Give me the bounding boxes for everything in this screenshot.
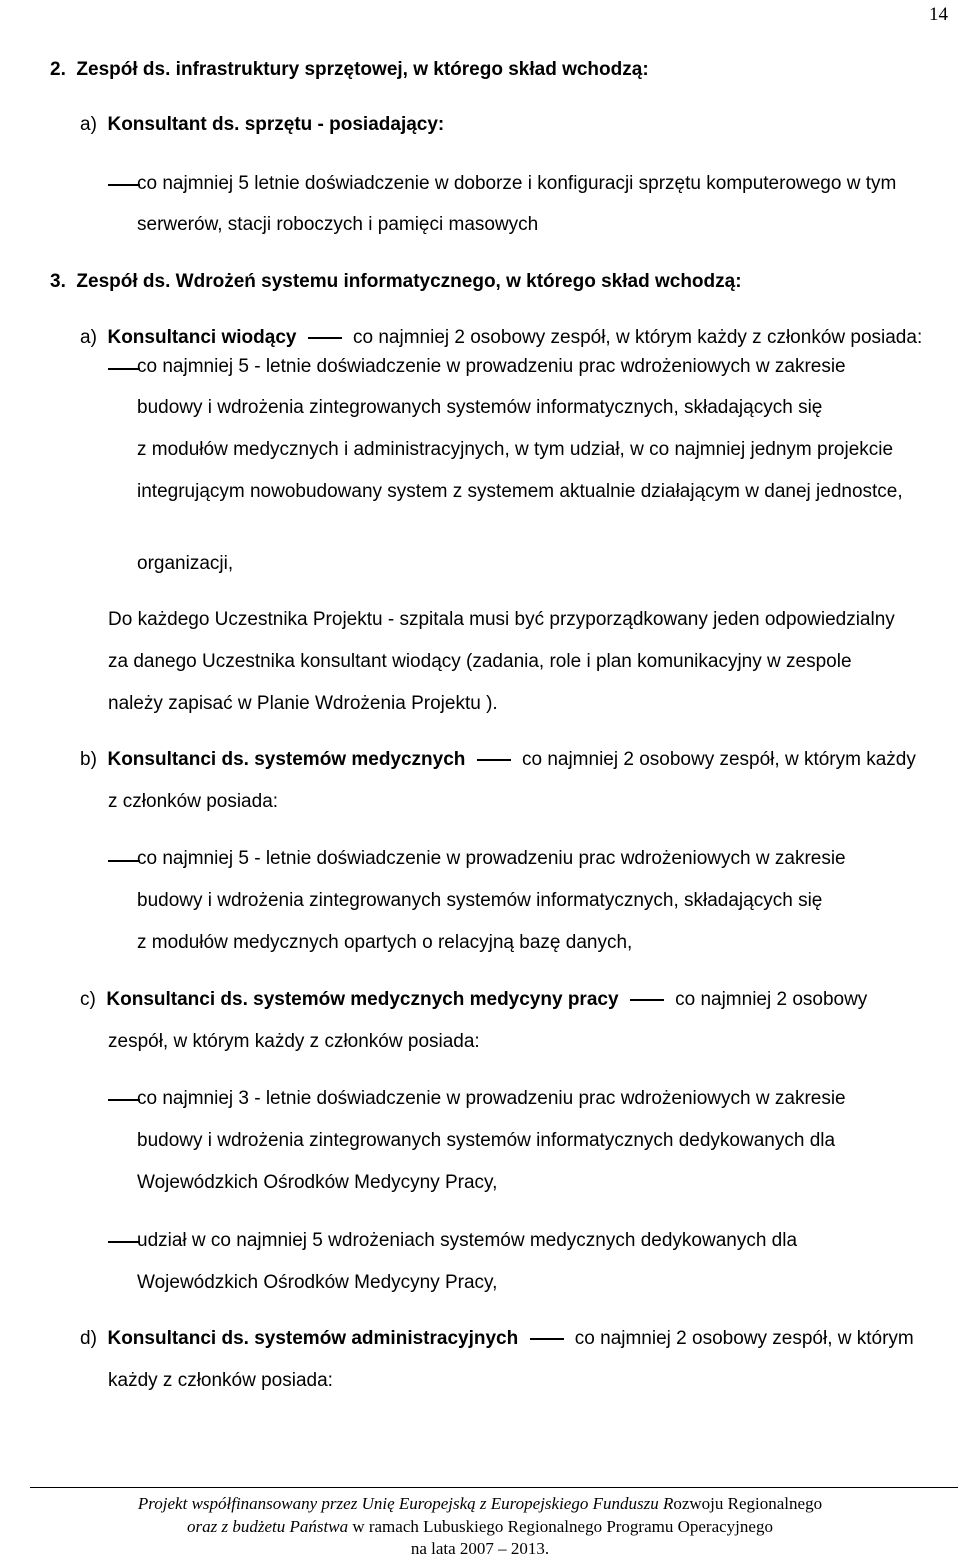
item-a-bullet-line-4: integrującym nowobudowany system z systemem aktualnie działającym w danej jednostce, (137, 481, 903, 502)
item-a-title: Konsultant ds. sprzętu - posiadający: (107, 114, 445, 135)
footer-line-3: na lata 2007 – 2013. (410, 1539, 550, 1558)
footer-line-1 (0, 1492, 960, 1516)
item-b-rest: co najmniej 2 osobowy zespół, w którym każdy (521, 749, 916, 770)
item-c-rest: co najmniej 2 osobowy (675, 989, 868, 1010)
item-a-marker: a) (80, 327, 97, 348)
item-c-title: Konsultanci ds. systemów medycznych medycyny pracy (106, 989, 619, 1010)
bullet-dash (108, 1241, 140, 1243)
section-3-heading (50, 270, 742, 294)
item-b-title: Konsultanci ds. systemów medycznych (107, 749, 466, 770)
item-b-bullet-line-3: z modułów medycznych opartych o relacyjną bazę danych, (137, 932, 633, 953)
section-3-number: 3. (50, 271, 66, 292)
item-d-line-2: każdy z członków posiada: (108, 1370, 333, 1391)
section-3-title: Zespół ds. Wdrożeń systemu informatycznego, w którego skład wchodzą: (76, 271, 742, 292)
footer-rule (30, 1487, 958, 1488)
item-d-title: Konsultanci ds. systemów administracyjnych (107, 1328, 519, 1349)
title-dash (530, 1338, 564, 1340)
item-a-note-line-3: należy zapisać w Planie Wdrożenia Projektu ). (108, 693, 498, 714)
page-number: 14 (929, 4, 948, 25)
item-c-bullet-1-line-3: Wojewódzkich Ośrodków Medycyny Pracy, (137, 1172, 498, 1193)
section-3-item-b (80, 748, 916, 772)
item-a-title: Konsultanci wiodący (107, 327, 297, 348)
section-2-number: 2. (50, 59, 66, 80)
section-3-item-d (80, 1327, 914, 1351)
footer-line-1-italic: Projekt współfinansowany przez Unię Europejską z Europejskiego Funduszu R (137, 1494, 674, 1513)
item-c-line-2: zespół, w którym każdy z członków posiada: (108, 1031, 480, 1052)
item-a-note-line-1: Do każdego Uczestnika Projektu - szpitala musi być przyporządkowany jeden odpowiedzialny (108, 609, 895, 630)
item-d-rest: co najmniej 2 osobowy zespół, w którym (574, 1328, 914, 1349)
item-c-bullet-1-line-1: co najmniej 3 - letnie doświadczenie w prowadzeniu prac wdrożeniowych w zakresie (137, 1088, 846, 1109)
item-c-bullet-2-line-1: udział w co najmniej 5 wdrożeniach systemów medycznych dedykowanych dla (137, 1230, 798, 1251)
bullet-dash (108, 368, 140, 370)
bullet-dash (108, 184, 140, 186)
section-3-item-a (80, 326, 922, 350)
section-2-title: Zespół ds. infrastruktury sprzętowej, w którego skład wchodzą: (76, 59, 649, 80)
item-b-bullet-line-1: co najmniej 5 - letnie doświadczenie w prowadzeniu prac wdrożeniowych w zakresie (137, 848, 846, 869)
item-c-marker: c) (80, 989, 96, 1010)
footer-line-2 (0, 1515, 960, 1539)
item-a-bullet-line-1: co najmniej 5 - letnie doświadczenie w prowadzeniu prac wdrożeniowych w zakresie (137, 356, 846, 377)
section-2-heading (50, 58, 649, 82)
item-b-marker: b) (80, 749, 97, 770)
section-3-item-c (80, 988, 867, 1012)
item-a-bullet-line-2: budowy i wdrożenia zintegrowanych systemów informatycznych, składających się (137, 397, 823, 418)
item-a-bullet-line-3: z modułów medycznych i administracyjnych, w tym udział, w co najmniej jednym projekcie (137, 439, 894, 460)
title-dash (477, 759, 511, 761)
section-2-bullet-line-1: co najmniej 5 letnie doświadczenie w doborze i konfiguracji sprzętu komputerowego w tym (137, 173, 897, 194)
item-a-note-line-2: za danego Uczestnika konsultant wiodący (zadania, role i plan komunikacyjny w zespole (108, 651, 852, 672)
item-b-line-2: z członków posiada: (108, 791, 279, 812)
item-a-marker: a) (80, 114, 97, 135)
item-c-bullet-1-line-2: budowy i wdrożenia zintegrowanych systemów informatycznych dedykowanych dla (137, 1130, 836, 1151)
item-d-marker: d) (80, 1328, 97, 1349)
item-c-bullet-2-line-2: Wojewódzkich Ośrodków Medycyny Pracy, (137, 1272, 498, 1293)
bullet-dash (108, 860, 140, 862)
item-a-rest: co najmniej 2 osobowy zespół, w którym każdy z członków posiada: (353, 327, 923, 348)
title-dash (630, 999, 664, 1001)
bullet-dash (108, 1099, 140, 1101)
item-a-bullet-line-5: organizacji, (137, 553, 234, 574)
footer-line-2-italic: oraz z budżetu Państwa (187, 1517, 349, 1536)
footer-line-1-rest: ozwoju Regionalnego (673, 1494, 823, 1513)
section-2-item-a (80, 113, 444, 137)
title-dash (308, 337, 342, 339)
footer-line-2-rest: w ramach Lubuskiego Regionalnego Programu Operacyjnego (348, 1517, 773, 1536)
item-b-bullet-line-2: budowy i wdrożenia zintegrowanych systemów informatycznych, składających się (137, 890, 823, 911)
section-2-bullet-line-2: serwerów, stacji roboczych i pamięci masowych (137, 214, 539, 235)
